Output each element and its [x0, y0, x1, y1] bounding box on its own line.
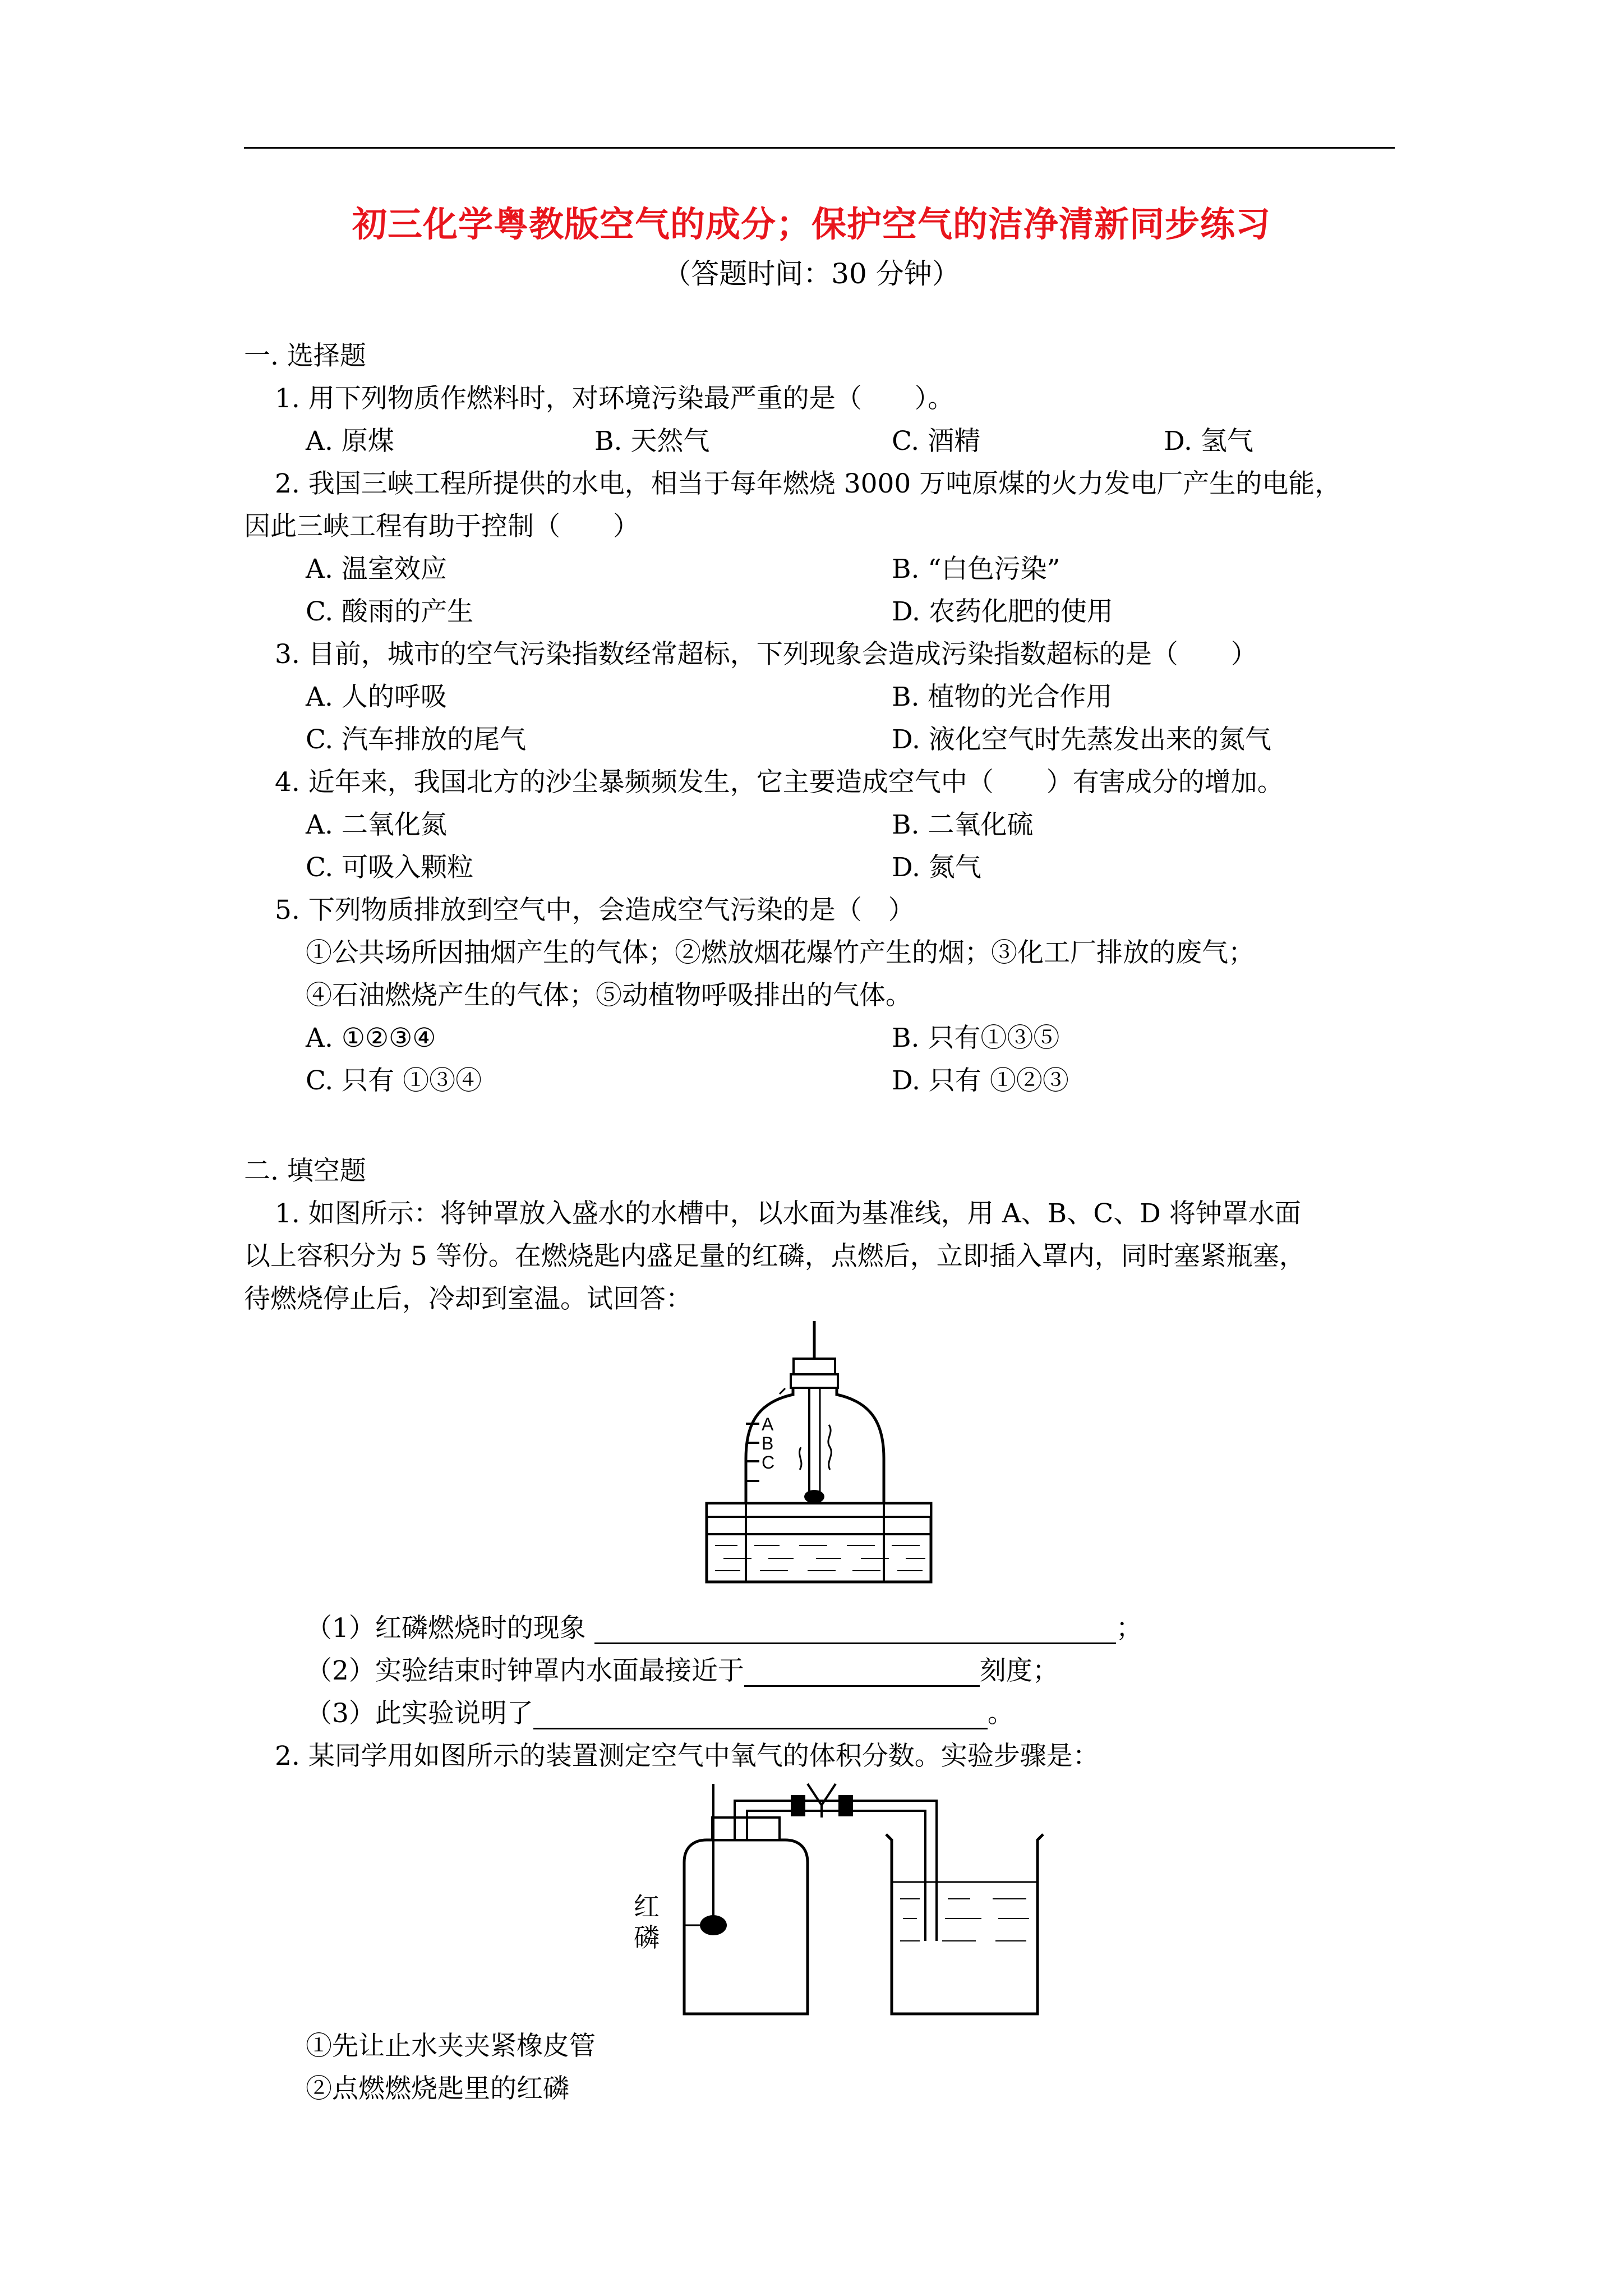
q1-option-c: C. 酒精 [892, 426, 981, 457]
sub3-suffix: 。 [987, 1698, 1014, 1729]
q1-option-a: A. 原煤 [306, 426, 394, 457]
q2-stem-line2: 因此三峡工程有助于控制（ ） [244, 511, 639, 542]
q2-option-a: A. 温室效应 [306, 554, 447, 585]
sub2-suffix: 刻度； [979, 1655, 1059, 1686]
sub1-prefix: （1）红磷燃烧时的现象 [306, 1613, 586, 1644]
q2-option-b: B. “白色污染” [892, 554, 1061, 585]
sub3-answer-blank[interactable] [533, 1702, 988, 1729]
scale-label-b: B [762, 1433, 774, 1453]
scale-label-c: C [762, 1452, 775, 1473]
sub3-prefix: （3）此实验说明了 [306, 1698, 533, 1729]
section2-heading: 二. 填空题 [244, 1156, 366, 1186]
q1-option-d: D. 氢气 [1164, 426, 1253, 457]
q5-option-c: C. 只有 ①③④ [306, 1065, 482, 1096]
red-phosphorus-label-2: 磷 [634, 1922, 660, 1953]
fill-q1-line2: 以上容积分为 5 等份。在燃烧匙内盛足量的红磷，点燃后，立即插入罩内，同时塞紧瓶塞， [244, 1241, 1306, 1272]
page-subtitle: （答题时间：30 分钟） [663, 257, 960, 290]
red-phosphorus-label-1: 红 [634, 1892, 660, 1922]
q4-stem: 4. 近年来，我国北方的沙尘暴频频发生，它主要造成空气中（ ）有害成分的增加。 [275, 767, 1284, 798]
q4-option-d: D. 氮气 [892, 852, 981, 883]
apparatus-figure [623, 1778, 1088, 2019]
q4-option-b: B. 二氧化硫 [892, 809, 1034, 840]
sub2-prefix: （2）实验结束时钟罩内水面最接近于 [306, 1655, 744, 1686]
fill-q1-line3: 待燃烧停止后，冷却到室温。试回答： [244, 1283, 692, 1314]
q2-option-c: C. 酸雨的产生 [306, 596, 474, 627]
sub2-answer-blank[interactable] [744, 1659, 980, 1687]
q5-option-b: B. 只有①③⑤ [892, 1023, 1060, 1053]
section1-heading: 一. 选择题 [244, 341, 366, 371]
q5-stem: 5. 下列物质排放到空气中，会造成空气污染的是（ ） [275, 895, 915, 926]
q5-item-line1: ①公共场所因抽烟产生的气体；②燃放烟花爆竹产生的烟；③化工厂排放的废气； [306, 937, 1255, 968]
q3-option-c: C. 汽车排放的尾气 [306, 724, 527, 755]
fill-q1-line1: 1. 如图所示：将钟罩放入盛水的水槽中，以水面为基准线，用 A、B、C、D 将钟罩水面 [275, 1198, 1301, 1229]
q5-option-d: D. 只有 ①②③ [892, 1065, 1069, 1096]
fill-q1-sub3 [306, 1698, 1014, 1729]
q2-stem-line1: 2. 我国三峡工程所提供的水电，相当于每年燃烧 3000 万吨原煤的火力发电厂产生的电能， [275, 468, 1341, 499]
q3-option-a: A. 人的呼吸 [306, 682, 447, 712]
scale-label-a: A [762, 1414, 774, 1434]
sub1-answer-blank[interactable] [594, 1617, 1116, 1644]
q1-stem: 1. 用下列物质作燃料时，对环境污染最严重的是（ ）。 [275, 383, 955, 414]
q1-option-b: B. 天然气 [594, 426, 710, 457]
q4-option-a: A. 二氧化氮 [306, 809, 447, 840]
q3-option-b: B. 植物的光合作用 [892, 682, 1113, 712]
q2-option-d: D. 农药化肥的使用 [892, 596, 1113, 627]
q5-option-a: A. ①②③④ [306, 1023, 436, 1053]
q3-stem: 3. 目前，城市的空气污染指数经常超标，下列现象会造成污染指数超标的是（ ） [275, 639, 1257, 670]
fill-q1-sub2 [306, 1655, 1059, 1687]
page-title: 初三化学粤教版空气的成分；保护空气的洁净清新同步练习 [352, 204, 1271, 245]
q3-option-d: D. 液化空气时先蒸发出来的氮气 [892, 724, 1271, 755]
header-rule [244, 147, 1395, 149]
fill-q1-sub1 [306, 1613, 1142, 1644]
q4-option-c: C. 可吸入颗粒 [306, 852, 474, 883]
fill-q2-step2: ②点燃燃烧匙里的红磷 [306, 2073, 569, 2104]
fill-q2-step1: ①先让止水夹夹紧橡皮管 [306, 2031, 596, 2062]
bell-jar-figure [690, 1318, 937, 1590]
fill-q2-stem: 2. 某同学用如图所示的装置测定空气中氧气的体积分数。实验步骤是： [275, 1741, 1099, 1772]
sub1-suffix: ； [1115, 1613, 1142, 1644]
q5-item-line2: ④石油燃烧产生的气体；⑤动植物呼吸排出的气体。 [306, 980, 912, 1011]
